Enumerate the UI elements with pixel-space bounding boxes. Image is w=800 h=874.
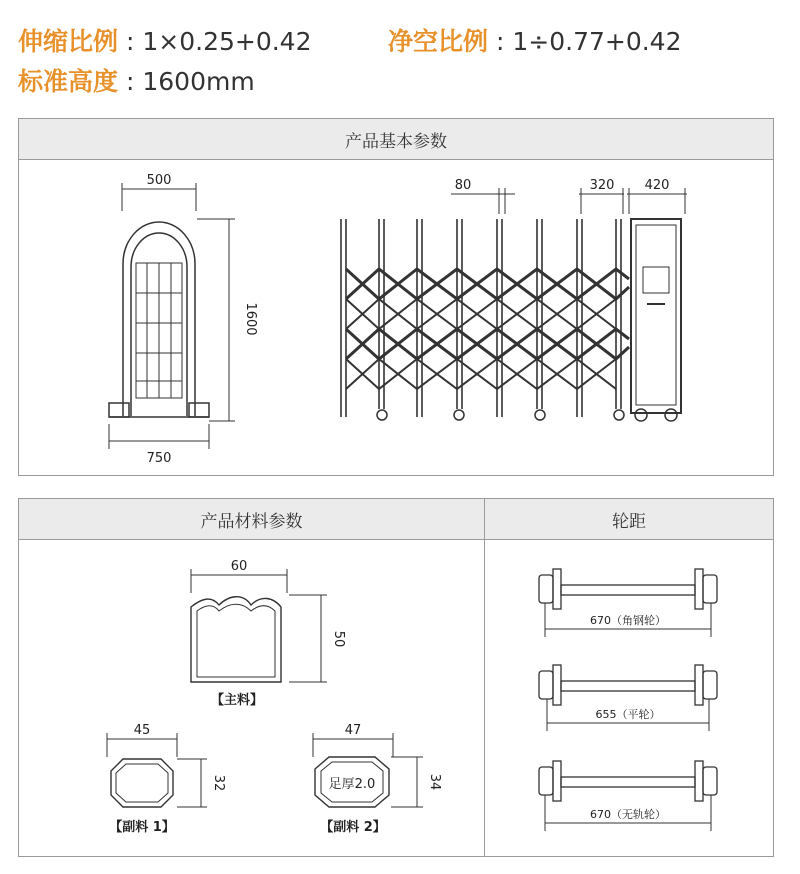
wheelbase-value-3: 670（无轨轮） xyxy=(590,808,666,821)
wheelbase-value-1: 670（角钢轮） xyxy=(590,614,666,627)
aux1-height: 32 xyxy=(211,774,226,792)
main-label: 【主料】 xyxy=(210,693,264,708)
spec-net-ratio xyxy=(388,22,682,58)
height-sep: : xyxy=(125,67,135,96)
height-label: 标准高度 xyxy=(18,67,119,96)
wheelbase-title: 轮距 xyxy=(485,499,773,540)
wheelbase-panel xyxy=(484,498,774,857)
side-bottom-width: 750 xyxy=(146,451,172,466)
aux1-width: 45 xyxy=(133,723,151,738)
aux2-height: 34 xyxy=(427,773,442,791)
ratio-value: 1×0.25+0.42 xyxy=(142,27,312,56)
net-ratio-sep: : xyxy=(495,27,505,56)
main-width: 60 xyxy=(230,559,248,574)
aux2-label: 【副料 2】 xyxy=(320,820,386,835)
material-params-title: 产品材料参数 xyxy=(19,499,484,540)
basic-params-title: 产品基本参数 xyxy=(19,119,773,160)
aux1-label: 【副料 1】 xyxy=(109,820,175,835)
material-params-panel xyxy=(18,498,485,857)
gate-diagram xyxy=(19,119,773,475)
side-top-width: 500 xyxy=(146,173,172,188)
wheelbase-diagram xyxy=(485,499,773,856)
side-height: 1600 xyxy=(243,302,258,336)
gate-front-view xyxy=(341,219,681,421)
gate-side-view xyxy=(109,222,209,417)
material-diagram xyxy=(19,499,484,856)
ratio-label: 伸缩比例 xyxy=(18,27,119,56)
net-ratio-value: 1÷0.77+0.42 xyxy=(512,27,682,56)
spec-ratio xyxy=(18,22,312,58)
spacing-420: 420 xyxy=(644,178,670,193)
wheelbase-value-2: 655（平轮） xyxy=(595,708,661,721)
wheel-assembly-2 xyxy=(539,665,717,731)
basic-params-panel xyxy=(18,118,774,476)
aux2-inner-note: 足厚2.0 xyxy=(328,777,376,792)
ratio-sep: : xyxy=(125,27,135,56)
net-ratio-label: 净空比例 xyxy=(388,27,489,56)
aux2-width: 47 xyxy=(344,723,362,738)
height-value: 1600mm xyxy=(142,67,255,96)
spacing-80: 80 xyxy=(454,178,472,193)
main-height: 50 xyxy=(331,630,346,648)
spec-height xyxy=(18,62,255,98)
spacing-320: 320 xyxy=(589,178,615,193)
